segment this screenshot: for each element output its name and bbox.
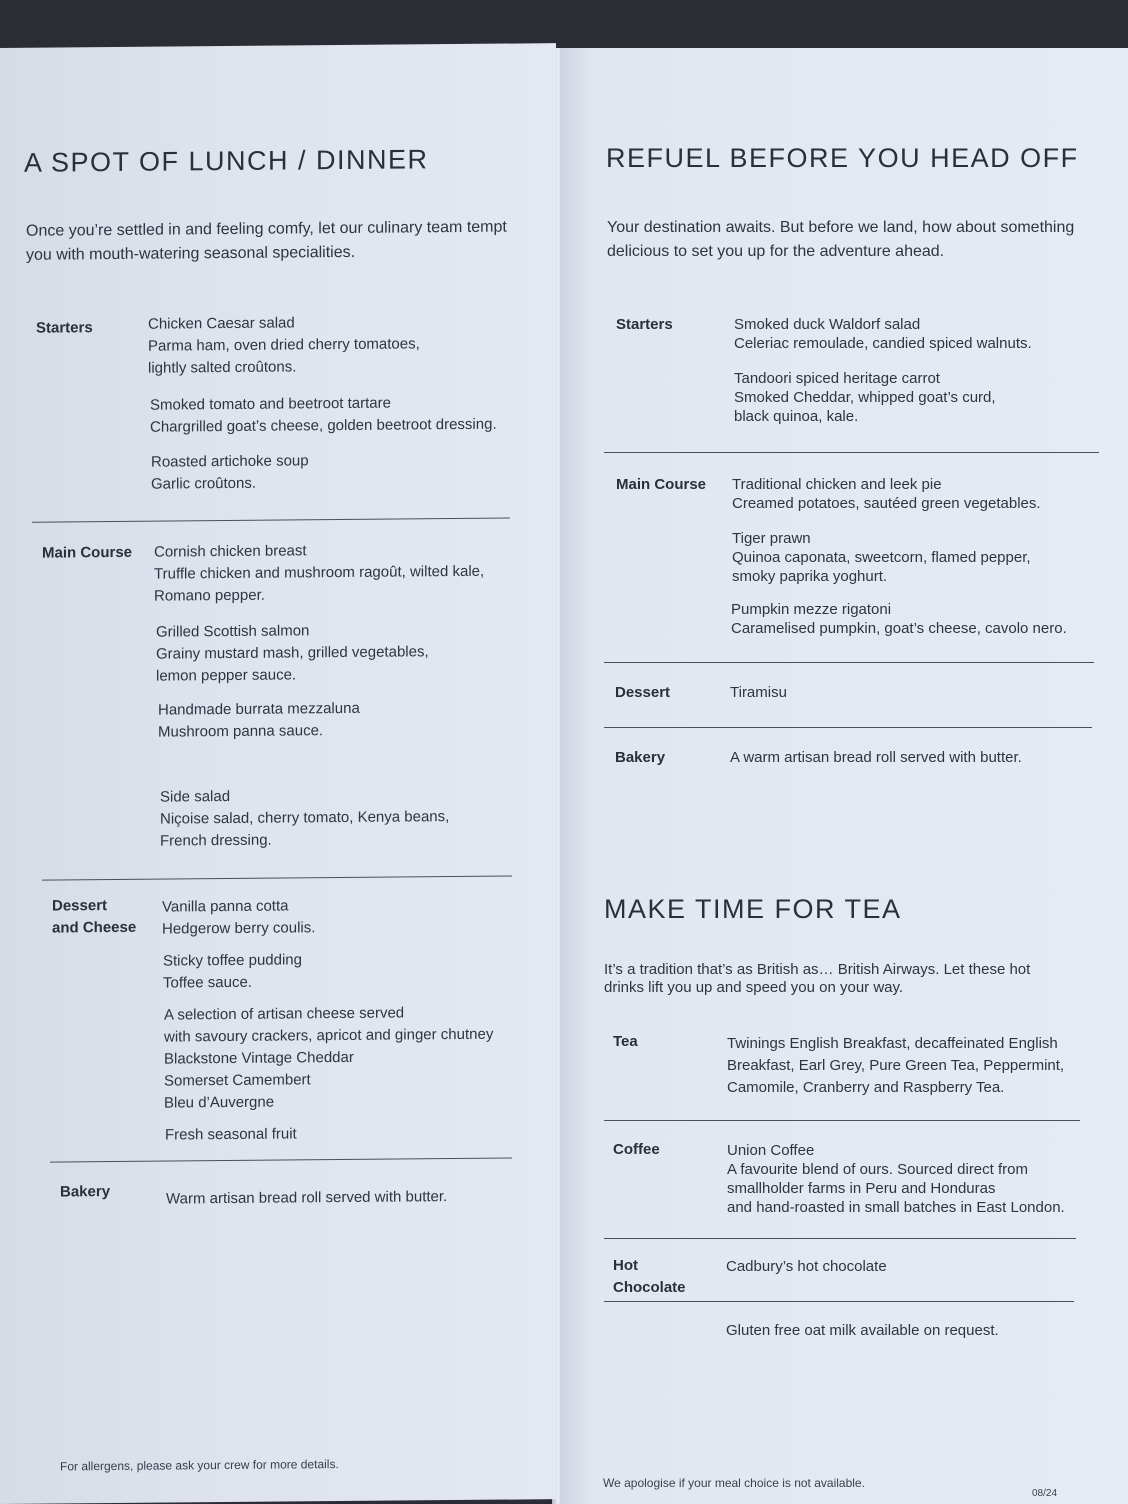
dish-description: Toffee sauce. <box>163 973 252 992</box>
dish-description: Parma ham, oven dried cherry tomatoes, lightly salted croûtons. <box>148 335 420 377</box>
section-divider <box>42 876 512 881</box>
dish-name: Side salad <box>160 787 231 806</box>
menu-item <box>730 682 787 704</box>
section-divider <box>604 727 1092 728</box>
tea-options: Twinings English Breakfast, decaffeinated English Breakfast, Earl Grey, Pure Green Tea, Peppermint, Camomile, Cranberry and Raspberry Tea. <box>727 1035 1065 1096</box>
section-divider <box>32 518 510 523</box>
page-title: REFUEL BEFORE YOU HEAD OFF <box>606 143 1079 173</box>
menu-item <box>164 1002 493 1115</box>
dish-description: Niçoise salad, cherry tomato, Kenya beans, French dressing. <box>160 808 450 850</box>
print-code: 08/24 <box>1032 1488 1058 1499</box>
menu-item <box>166 1186 447 1210</box>
category-bakery: Bakery <box>60 1183 111 1201</box>
dish-name: A selection of artisan cheese served <box>164 1004 405 1024</box>
menu-item <box>730 747 1022 769</box>
dish-name: Traditional chicken and leek pie <box>732 476 942 493</box>
menu-item <box>165 1123 297 1146</box>
dish-name: Tiramisu <box>730 684 787 701</box>
category-dessert: Dessert <box>615 684 671 701</box>
intro-text: Your destination awaits. But before we land, how about something delicious to set you up for the adventure ahead. <box>607 219 1075 260</box>
menu-item <box>150 392 497 439</box>
menu-item <box>163 949 302 994</box>
tea-section-title: MAKE TIME FOR TEA <box>604 894 902 924</box>
section-divider <box>50 1158 512 1163</box>
right-menu-page <box>560 48 1128 1504</box>
section-divider <box>604 1301 1074 1302</box>
section-divider <box>604 662 1094 663</box>
dish-description: Grainy mustard mash, grilled vegetables, lemon pepper sauce. <box>156 643 429 685</box>
category-coffee: Coffee <box>613 1141 660 1158</box>
dish-name: Vanilla panna cotta <box>162 897 289 916</box>
menu-item <box>734 369 996 426</box>
menu-item <box>160 784 449 853</box>
dish-description: Creamed potatoes, sautéed green vegetables. <box>732 495 1041 512</box>
dish-name: Grilled Scottish salmon <box>156 622 310 641</box>
dish-description: Mushroom panna sauce. <box>158 722 324 741</box>
section-divider <box>604 1238 1076 1239</box>
left-menu-page <box>0 43 556 1504</box>
section-divider <box>604 452 1099 453</box>
menu-item <box>154 539 484 608</box>
allergen-note: For allergens, please ask your crew for more details. <box>60 1457 339 1474</box>
menu-item <box>727 1033 1072 1099</box>
menu-item <box>148 311 420 379</box>
dish-name: Union Coffee <box>727 1142 815 1159</box>
category-tea: Tea <box>613 1033 638 1050</box>
dish-description: Hedgerow berry coulis. <box>162 919 316 938</box>
tea-intro-text: It’s a tradition that’s as British as… British Airways. Let these hot drinks lift you up and speed you on your way. <box>604 961 1031 996</box>
section-divider <box>604 1120 1080 1121</box>
menu-item <box>734 315 1032 353</box>
menu-item <box>727 1141 1065 1217</box>
dish-description: Garlic croûtons. <box>151 474 257 493</box>
intro-text: Once you’re settled in and feeling comfy, let our culinary team tempt you with mouth-watering seasonal specialities. <box>26 218 507 264</box>
category-dessert-cheese: Dessert and Cheese <box>52 897 137 937</box>
dish-name: Chicken Caesar salad <box>148 314 295 333</box>
category-starters: Starters <box>616 316 673 333</box>
category-bakery: Bakery <box>615 749 666 766</box>
dish-description: Quinoa caponata, sweetcorn, flamed pepper, smoky paprika yoghurt. <box>732 549 1031 585</box>
dish-name: Warm artisan bread roll served with butter. <box>166 1188 448 1208</box>
dish-name: Fresh seasonal fruit <box>165 1125 297 1144</box>
dish-description: Caramelised pumpkin, goat’s cheese, cavolo nero. <box>731 620 1067 637</box>
dish-description: Celeriac remoulade, candied spiced walnuts. <box>734 335 1032 352</box>
dish-name: Smoked tomato and beetroot tartare <box>150 394 391 414</box>
dish-description: Truffle chicken and mushroom ragoût, wilted kale, Romano pepper. <box>154 562 485 605</box>
category-starters: Starters <box>36 319 93 337</box>
oat-milk-note: Gluten free oat milk available on request. <box>726 1322 999 1339</box>
menu-item <box>162 895 315 940</box>
category-main-course: Main Course <box>616 476 707 493</box>
menu-item <box>158 698 360 744</box>
dish-name: Cadbury’s hot chocolate <box>726 1258 887 1275</box>
dish-name: A warm artisan bread roll served with butter. <box>730 749 1022 766</box>
dish-name: Smoked duck Waldorf salad <box>734 316 921 333</box>
dish-name: Roasted artichoke soup <box>151 452 309 471</box>
dish-description: Chargrilled goat’s cheese, golden beetroot dressing. <box>150 415 497 436</box>
dish-name: Pumpkin mezze rigatoni <box>731 601 892 618</box>
page-title: A SPOT OF LUNCH / DINNER <box>24 144 429 178</box>
menu-item <box>732 475 1041 513</box>
menu-item <box>726 1256 887 1278</box>
dish-name: Tiger prawn <box>732 530 811 547</box>
menu-item <box>156 619 429 687</box>
menu-item <box>151 450 309 495</box>
dish-description: A favourite blend of ours. Sourced direct from smallholder farms in Peru and Honduras and hand-roasted in small batches in East London. <box>727 1161 1065 1216</box>
menu-item <box>731 600 1067 638</box>
dish-name: Cornish chicken breast <box>154 542 307 561</box>
dish-name: Sticky toffee pudding <box>163 951 302 970</box>
dish-name: Tandoori spiced heritage carrot <box>734 370 940 387</box>
meal-choice-note: We apologise if your meal choice is not available. <box>603 1476 865 1490</box>
dish-description: with savoury crackers, apricot and ginger chutney Blackstone Vintage Cheddar Somerset Camembert Bleu d’Auvergne <box>164 1025 494 1112</box>
dish-name: Handmade burrata mezzaluna <box>158 699 360 719</box>
dish-description: Smoked Cheddar, whipped goat’s curd, black quinoa, kale. <box>734 389 996 425</box>
category-main-course: Main Course <box>42 543 133 562</box>
category-hot-chocolate: Hot Chocolate <box>613 1257 686 1296</box>
menu-item <box>732 529 1031 586</box>
